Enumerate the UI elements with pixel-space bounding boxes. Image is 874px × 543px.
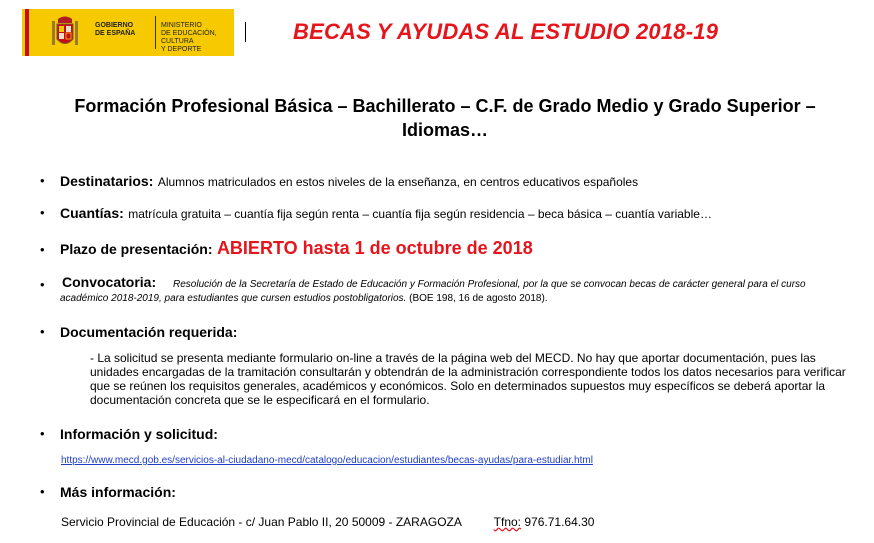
documentacion-label: Documentación requerida: xyxy=(60,324,238,340)
bullet-icon: • xyxy=(40,242,45,257)
convocatoria-boe-ref: (BOE 198, 16 de agosto 2018). xyxy=(409,293,548,304)
convocatoria-label: Convocatoria: xyxy=(62,274,157,290)
bullet-icon: • xyxy=(40,173,45,188)
flag-stripe-yellow xyxy=(29,9,33,56)
destinatarios-text: Alumnos matriculados en estos niveles de la enseñanza, en centros educativos españoles xyxy=(157,175,639,189)
cuantias-label: Cuantías: xyxy=(60,205,124,221)
bullet-icon: • xyxy=(40,484,45,499)
bullet-icon: • xyxy=(40,205,45,220)
bullet-icon: • xyxy=(40,426,45,441)
page-subtitle: Formación Profesional Básica – Bachillerato – C.F. de Grado Medio y Grado Superior – Idiomas… xyxy=(74,96,816,140)
becas-link[interactable]: https://www.mecd.gob.es/servicios-al-ciudadano-mecd/catalogo/educacion/estudiantes/becas-ayudas/para-estudiar.html xyxy=(61,455,593,466)
documentacion-text: - La solicitud se presenta mediante formulario on-line a través de la página web del MECD. No hay que aportar documentación, pues las unidades encargadas de la tramitación consultarán y obtendrán de la administración correspondiente todos los datos necesarios para verificar que se reúnen los requisitos generales, académicos y económicos. Solo en determinados supuestos muy específicos se deberá aportar la documentación concreta que se le especificará en el formulario. xyxy=(90,351,846,407)
page-title: BECAS Y AYUDAS AL ESTUDIO 2018-19 xyxy=(293,19,719,44)
government-logo xyxy=(22,9,234,56)
contact-tfno-label: Tfno: xyxy=(493,515,522,529)
logo-divider xyxy=(155,16,156,49)
contact-address: Servicio Provincial de Educación - c/ Juan Pablo II, 20 50009 - ZARAGOZA xyxy=(61,515,462,529)
contact-tfno: 976.71.64.30 xyxy=(524,515,595,529)
plazo-label: Plazo de presentación: xyxy=(60,241,213,257)
logo-ministerio-text: MINISTERIO DE EDUCACIÓN, CULTURA Y DEPORTE xyxy=(161,22,217,53)
header-separator xyxy=(245,22,246,42)
bullet-icon: • xyxy=(40,324,45,339)
coat-of-arms-icon xyxy=(50,15,80,51)
mas-informacion-label: Más información: xyxy=(60,484,176,500)
bullet-icon: • xyxy=(40,277,45,292)
plazo-highlight: ABIERTO hasta 1 de octubre de 2018 xyxy=(216,238,533,258)
logo-gobierno-text: GOBIERNO DE ESPAÑA xyxy=(95,22,136,37)
contact-line xyxy=(61,515,594,529)
informacion-label: Información y solicitud: xyxy=(60,426,218,442)
destinatarios-label: Destinatarios: xyxy=(60,173,154,189)
convocatoria-text: Resolución de la Secretaría de Estado de Educación y Formación Profesional, por la que se convocan becas de carácter general para el curso académico 2018-2019, para estudiantes que cursen estudios postobligatorios. (BOE 198, 16 de agosto 2018). xyxy=(60,279,806,304)
cuantias-text: matrícula gratuita – cuantía fija según renta – cuantía fija según residencia – beca básica – cuantía variable… xyxy=(128,207,712,221)
